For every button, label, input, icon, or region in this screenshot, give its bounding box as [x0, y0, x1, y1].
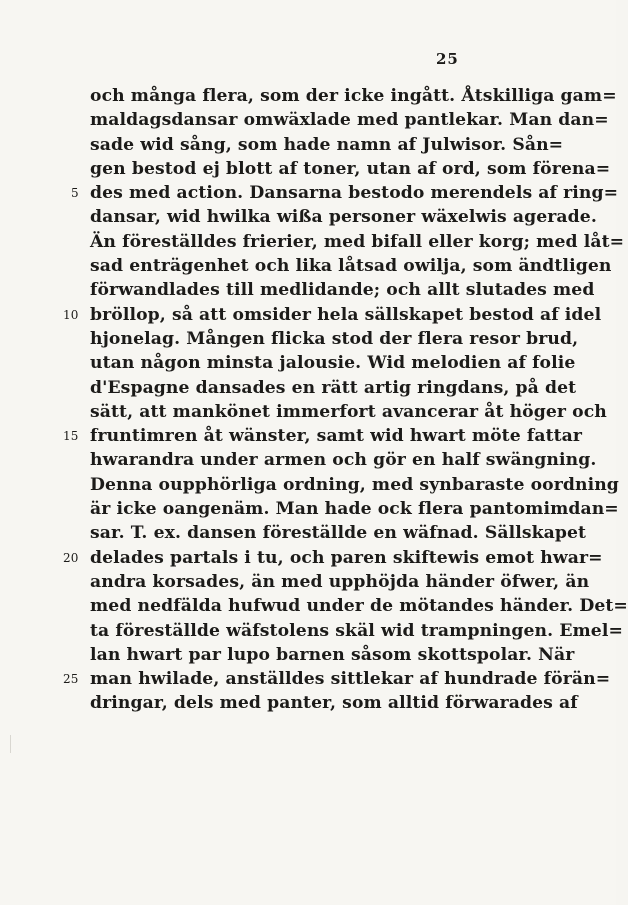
line-text: gen bestod ej blott af toner, utan af ord, som förena=	[90, 158, 611, 179]
line-text: des med action. Dansarna bestodo merendels af ring=	[90, 183, 619, 204]
line-text: förwandlades till medlidande; och allt slutades med	[90, 280, 595, 301]
text-line	[90, 327, 579, 351]
line-text: d'Espagne dansades en rätt artig ringdans, på det	[90, 377, 577, 398]
line-number: 25	[63, 672, 79, 687]
text-line	[90, 351, 576, 375]
text-line	[90, 230, 625, 254]
text-line	[90, 108, 609, 132]
text-line	[90, 84, 617, 108]
line-text: ta föreställde wäfstolens skäl wid trampningen. Emel=	[90, 620, 623, 641]
text-line	[63, 667, 611, 691]
text-line	[90, 521, 587, 545]
text-line	[90, 133, 564, 157]
scan-mark	[10, 735, 11, 753]
line-text: hjonelag. Mången flicka stod der flera resor brud,	[90, 328, 579, 349]
line-number: 10	[63, 307, 79, 322]
text-line	[90, 643, 575, 667]
text-line	[90, 448, 597, 472]
text-line	[90, 619, 623, 643]
text-line	[71, 181, 619, 205]
line-text: bröllop, så att omsider hela sällskapet bestod af idel	[90, 304, 602, 325]
text-line	[63, 303, 602, 327]
text-line	[90, 691, 578, 715]
line-number: 15	[63, 429, 79, 444]
line-text: Denna oupphörliga ordning, med synbaraste oordning	[90, 474, 619, 495]
line-text: och många flera, som der icke ingått. Åtskilliga gam=	[90, 86, 617, 106]
text-line	[90, 594, 628, 618]
line-text: med nedfälda hufwud under de mötandes händer. Det=	[90, 596, 628, 617]
line-text: sar. T. ex. dansen föreställde en wäfnad. Sällskapet	[90, 523, 587, 544]
line-text: maldagsdansar omwäxlade med pantlekar. Man dan=	[90, 110, 609, 131]
line-number: 20	[63, 550, 79, 565]
text-line	[90, 278, 595, 302]
text-line	[90, 157, 611, 181]
line-text: fruntimren åt wänster, samt wid hwart möte fattar	[90, 426, 583, 447]
line-text: hwarandra under armen och gör en half swängning.	[90, 450, 597, 471]
line-text: lan hwart par lupo barnen såsom skottspolar. När	[90, 644, 575, 665]
line-text: man hwilade, anställdes sittlekar af hundrade förän=	[90, 669, 611, 690]
line-text: Än föreställdes frierier, med bifall eller korg; med låt=	[90, 231, 625, 252]
line-text: delades partals i tu, och paren skiftewis emot hwar=	[90, 547, 603, 568]
text-line	[63, 424, 583, 448]
text-line	[90, 205, 597, 229]
line-text: andra korsades, än med upphöjda händer öfwer, än	[90, 571, 590, 592]
line-text: sade wid sång, som hade namn af Julwisor. Sån=	[90, 134, 564, 155]
text-line	[90, 400, 607, 424]
line-text: är icke oangenäm. Man hade ock flera pantomimdan=	[90, 499, 619, 520]
line-text: dansar, wid hwilka wißa personer wäxelwis agerade.	[90, 207, 597, 228]
line-text: sätt, att mankönet immerfort avancerar åt höger och	[90, 401, 607, 422]
text-line	[90, 254, 612, 278]
page-number: 25	[436, 50, 459, 68]
line-text: utan någon minsta jalousie. Wid melodien af folie	[90, 353, 576, 374]
text-line	[90, 473, 619, 497]
line-text: sad enträgenhet och lika låtsad owilja, som ändtligen	[90, 256, 612, 277]
text-line	[90, 570, 590, 594]
text-line	[90, 497, 619, 521]
body-text	[63, 84, 628, 716]
line-number: 5	[71, 186, 79, 201]
text-line	[90, 376, 577, 400]
text-line	[63, 546, 603, 570]
line-text: dringar, dels med panter, som alltid förwarades af	[90, 693, 578, 714]
